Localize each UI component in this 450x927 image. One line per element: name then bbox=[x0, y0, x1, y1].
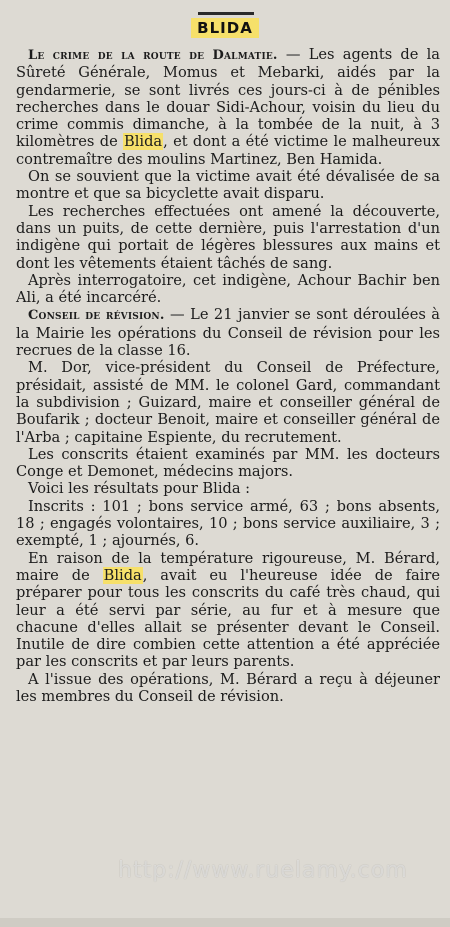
heading-container bbox=[0, 18, 450, 38]
paragraph-conseil bbox=[16, 306, 440, 359]
paragraph-results: Inscrits : 101 ; bons service armé, 63 ; bons absents, 18 ; engagés volontaires, 10 ; bons service auxiliaire, 3 ; exempté, 1 ; ajournés, 6. bbox=[16, 497, 440, 550]
heading-rule bbox=[198, 12, 254, 15]
paragraph-lunch: A l'issue des opérations, M. Bérard a reçu à déjeuner les membres du Conseil de révision. bbox=[16, 670, 440, 705]
cafe-text-a: En raison de la température rigoureuse, M. Bérard, maire de bbox=[16, 549, 440, 584]
crime-lead: Le crime de la route de Dalmatie. bbox=[28, 48, 278, 63]
paragraph-crime bbox=[16, 46, 440, 168]
cropped-bottom-edge bbox=[0, 918, 450, 927]
paragraph-doctors: Les conscrits étaient examinés par MM. les docteurs Conge et Demonet, médecins majors. bbox=[16, 445, 440, 481]
cafe-text-b: , avait eu l'heureuse idée de faire préparer pour tous les conscrits du café très chaud, qui leur a été servi par série, au fur et à mesure que chacune d'elles allait se présenter devant le Conseil. Inutile de dire combien cette attention a été appréciée par les conscrits et par leurs parents. bbox=[16, 566, 440, 671]
crime-text-a: — Les agents de la Sûreté Générale, Momus et Mebarki, aidés par la gendarmerie, se sont livrés ces jours-ci à de pénibles recherches dans le douar Sidi-Achour, voisin du lieu du crime commis dimanche, à la tombée de la nuit, à 3 kilomètres de bbox=[16, 46, 440, 151]
blida-highlight-1: Blida bbox=[124, 133, 163, 151]
paragraph-arrest: Après interrogatoire, cet indigène, Achour Bachir ben Ali, a été incarcéré. bbox=[16, 271, 440, 307]
paragraph-victim: On se souvient que la victime avait été dévalisée de sa montre et que sa bicyclette avait disparu. bbox=[16, 168, 440, 203]
watermark-url: http://www.ruelamy.com bbox=[118, 858, 408, 883]
paragraph-search: Les recherches effectuées ont amené la découverte, dans un puits, de cette dernière, puis l'arrestation d'un indigène qui portait de légères blessures aux mains et dont les vêtements étaient tâchés de sang. bbox=[16, 202, 440, 272]
section-heading: BLIDA bbox=[191, 18, 259, 38]
blida-highlight-2: Blida bbox=[103, 566, 142, 584]
article-body bbox=[16, 46, 440, 705]
paragraph-cafe bbox=[16, 550, 440, 671]
conseil-text: — Le 21 janvier se sont déroulées à la Mairie les opérations du Conseil de révision pour les recrues de la classe 16. bbox=[16, 306, 440, 360]
paragraph-results-intro: Voici les résultats pour Blida : bbox=[28, 480, 251, 498]
paragraph-members: M. Dor, vice-président du Conseil de Préfecture, présidait, assisté de MM. le colonel Gard, commandant la subdivision ; Guizard, maire et conseiller général de Boufarik ; docteur Benoit, maire et conseiller général de l'Arba ; capitaine Espiente, du recrutement. bbox=[16, 359, 440, 446]
crime-text-b: , et dont a été victime le malheureux contremaître des moulins Martinez, Ben Hamida. bbox=[16, 133, 441, 168]
conseil-lead: Conseil de révision. bbox=[28, 308, 165, 324]
